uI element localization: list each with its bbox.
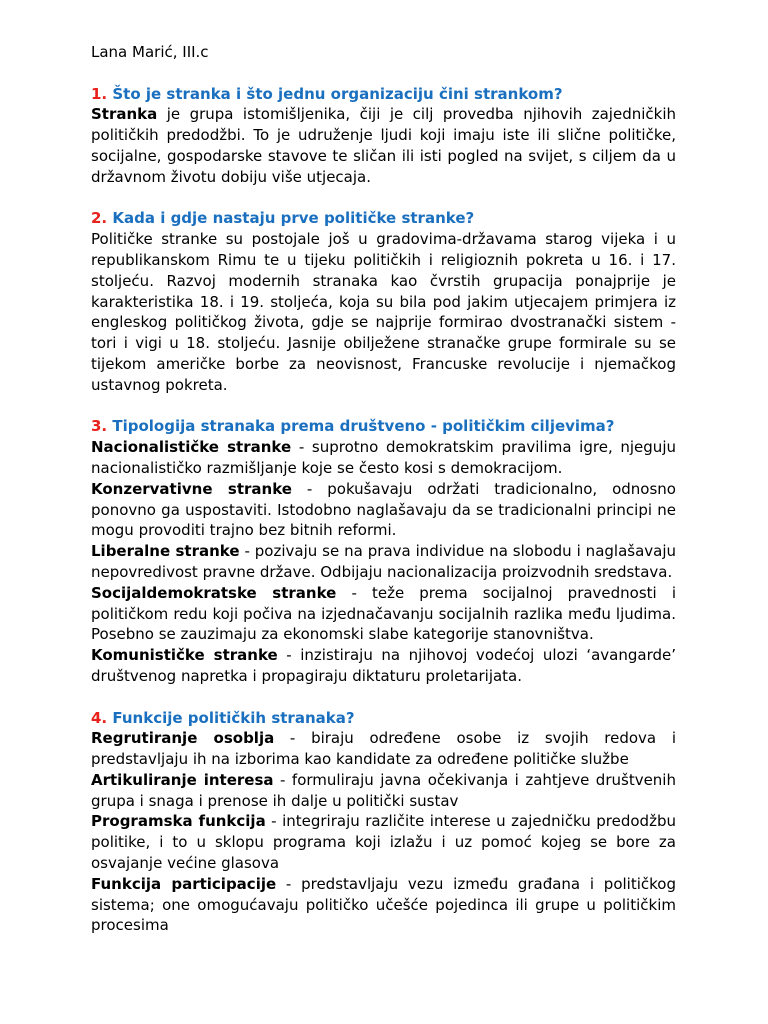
question-text: Funkcije političkih stranaka? <box>112 708 355 727</box>
answer-paragraph <box>91 583 676 645</box>
question-text: Tipologija stranaka prema društveno - političkim ciljevima? <box>112 417 615 436</box>
term-label: Socijaldemokratske stranke <box>91 583 337 602</box>
answer-text: je grupa istomišljenika, čiji je cilj provedba njihovih zajedničkih političkih predodžbi. To je udruženje ljudi koji imaju iste ili slične političke, socijalne, gospodarske stavove te sličan ili isti pogled na svijet, s ciljem da u državnom životu dobiju više utjecaja. <box>91 105 676 186</box>
question-number: 3. <box>91 417 108 436</box>
term-label: Konzervativne stranke <box>91 479 292 498</box>
answer-text: - teže prema socijalnoj pravednosti i političkom redu koji počiva na izjednačavanju socijalnih razlika među ljudima. Posebno se zauzimaju za ekonomski slabe kategorije stanovništva. <box>91 583 676 644</box>
answer-text: - suprotno demokratskim pravilima igre, njeguju nacionalističko razmišljanje koje se često kosi s demokracijom. <box>91 438 676 477</box>
answer-text: Političke stranke su postojale još u gradovima-državama starog vijeka i u republikanskom Rimu te u tijeku političkih i religioznih pokreta u 16. i 17. stoljeću. Razvoj modernih stranaka kao čvrstih grupacija ponajprije je karakteristika 18. i 19. stoljeća, koja su bila pod jakim utjecajem primjera iz engleskog političkog života, gdje se najprije formirao dvostranački sistem - tori i vigi u 18. stoljeću. Jasnije obilježene stranačke grupe formirale su se tijekom američke borbe za neovisnost, Francuske revolucije i njemačkog ustavnog pokreta. <box>91 230 676 394</box>
answer-paragraph <box>91 229 676 395</box>
answer-text: - integriraju različite interese u zajedničku predodžbu politike, i to u sklopu programa koji izlažu i uz pomoć kojeg se bore za osvajanje većine glasova <box>91 812 676 873</box>
section-1 <box>91 84 676 188</box>
term-label: Regrutiranje osoblja <box>91 729 275 748</box>
term-label: Programska funkcija <box>91 812 266 831</box>
question-number: 1. <box>91 84 108 103</box>
term-label: Artikuliranje interesa <box>91 770 274 789</box>
answer-paragraph <box>91 541 676 583</box>
answer-paragraph <box>91 770 676 812</box>
answer-text: - formuliraju javna očekivanja i zahtjeve društvenih grupa i snaga i prenose ih dalje u politički sustav <box>91 770 676 810</box>
answer-paragraph <box>91 811 676 873</box>
term-label: Liberalne stranke <box>91 542 240 561</box>
answer-text: - biraju određene osobe iz svojih redova i predstavljaju ih na izborima kao kandidate za određene političke službe <box>91 729 677 769</box>
section-3 <box>91 416 676 686</box>
author-line: Lana Marić, III.c <box>91 43 209 61</box>
answer-paragraph <box>91 874 676 936</box>
question-heading <box>91 84 676 105</box>
term-label: Funkcija participacije <box>91 874 277 893</box>
answer-text: - inzistiraju na njihovoj vodećoj ulozi ‘avangarde’ društvenog napretka i propagiraju diktaturu proletarijata. <box>91 646 676 685</box>
answer-paragraph <box>91 728 676 770</box>
answer-text: - predstavljaju vezu između građana i političkog sistema; one omogućavaju političko učešće pojedinca ili grupe u političkim procesima <box>91 874 676 935</box>
term-label: Stranka <box>91 105 158 124</box>
question-text: Kada i gdje nastaju prve političke stranke? <box>112 209 475 228</box>
answer-paragraph <box>91 437 676 479</box>
section-4 <box>91 708 676 937</box>
section-2 <box>91 208 676 395</box>
term-label: Komunističke stranke <box>91 646 278 665</box>
question-heading <box>91 416 676 437</box>
question-heading <box>91 708 676 729</box>
question-text: Što je stranka i što jednu organizaciju čini strankom? <box>112 84 563 103</box>
sections-container <box>91 84 676 937</box>
question-number: 2. <box>91 209 108 228</box>
answer-paragraph <box>91 645 676 687</box>
answer-paragraph <box>91 479 676 541</box>
answer-text: - pozivaju se na prava individue na slobodu i naglašavaju nepovredivost pravne države. Odbijaju nacionalizacija proizvodnih sredstava. <box>91 542 677 581</box>
question-heading <box>91 208 676 229</box>
answer-paragraph <box>91 104 676 187</box>
term-label: Nacionalističke stranke <box>91 438 292 457</box>
question-number: 4. <box>91 708 108 727</box>
answer-text: - pokušavaju održati tradicionalno, odnosno ponovno ga uspostaviti. Istodobno naglašavaju da se tradicionalni principi ne mogu provoditi trajno bez bitnih reformi. <box>91 479 676 540</box>
